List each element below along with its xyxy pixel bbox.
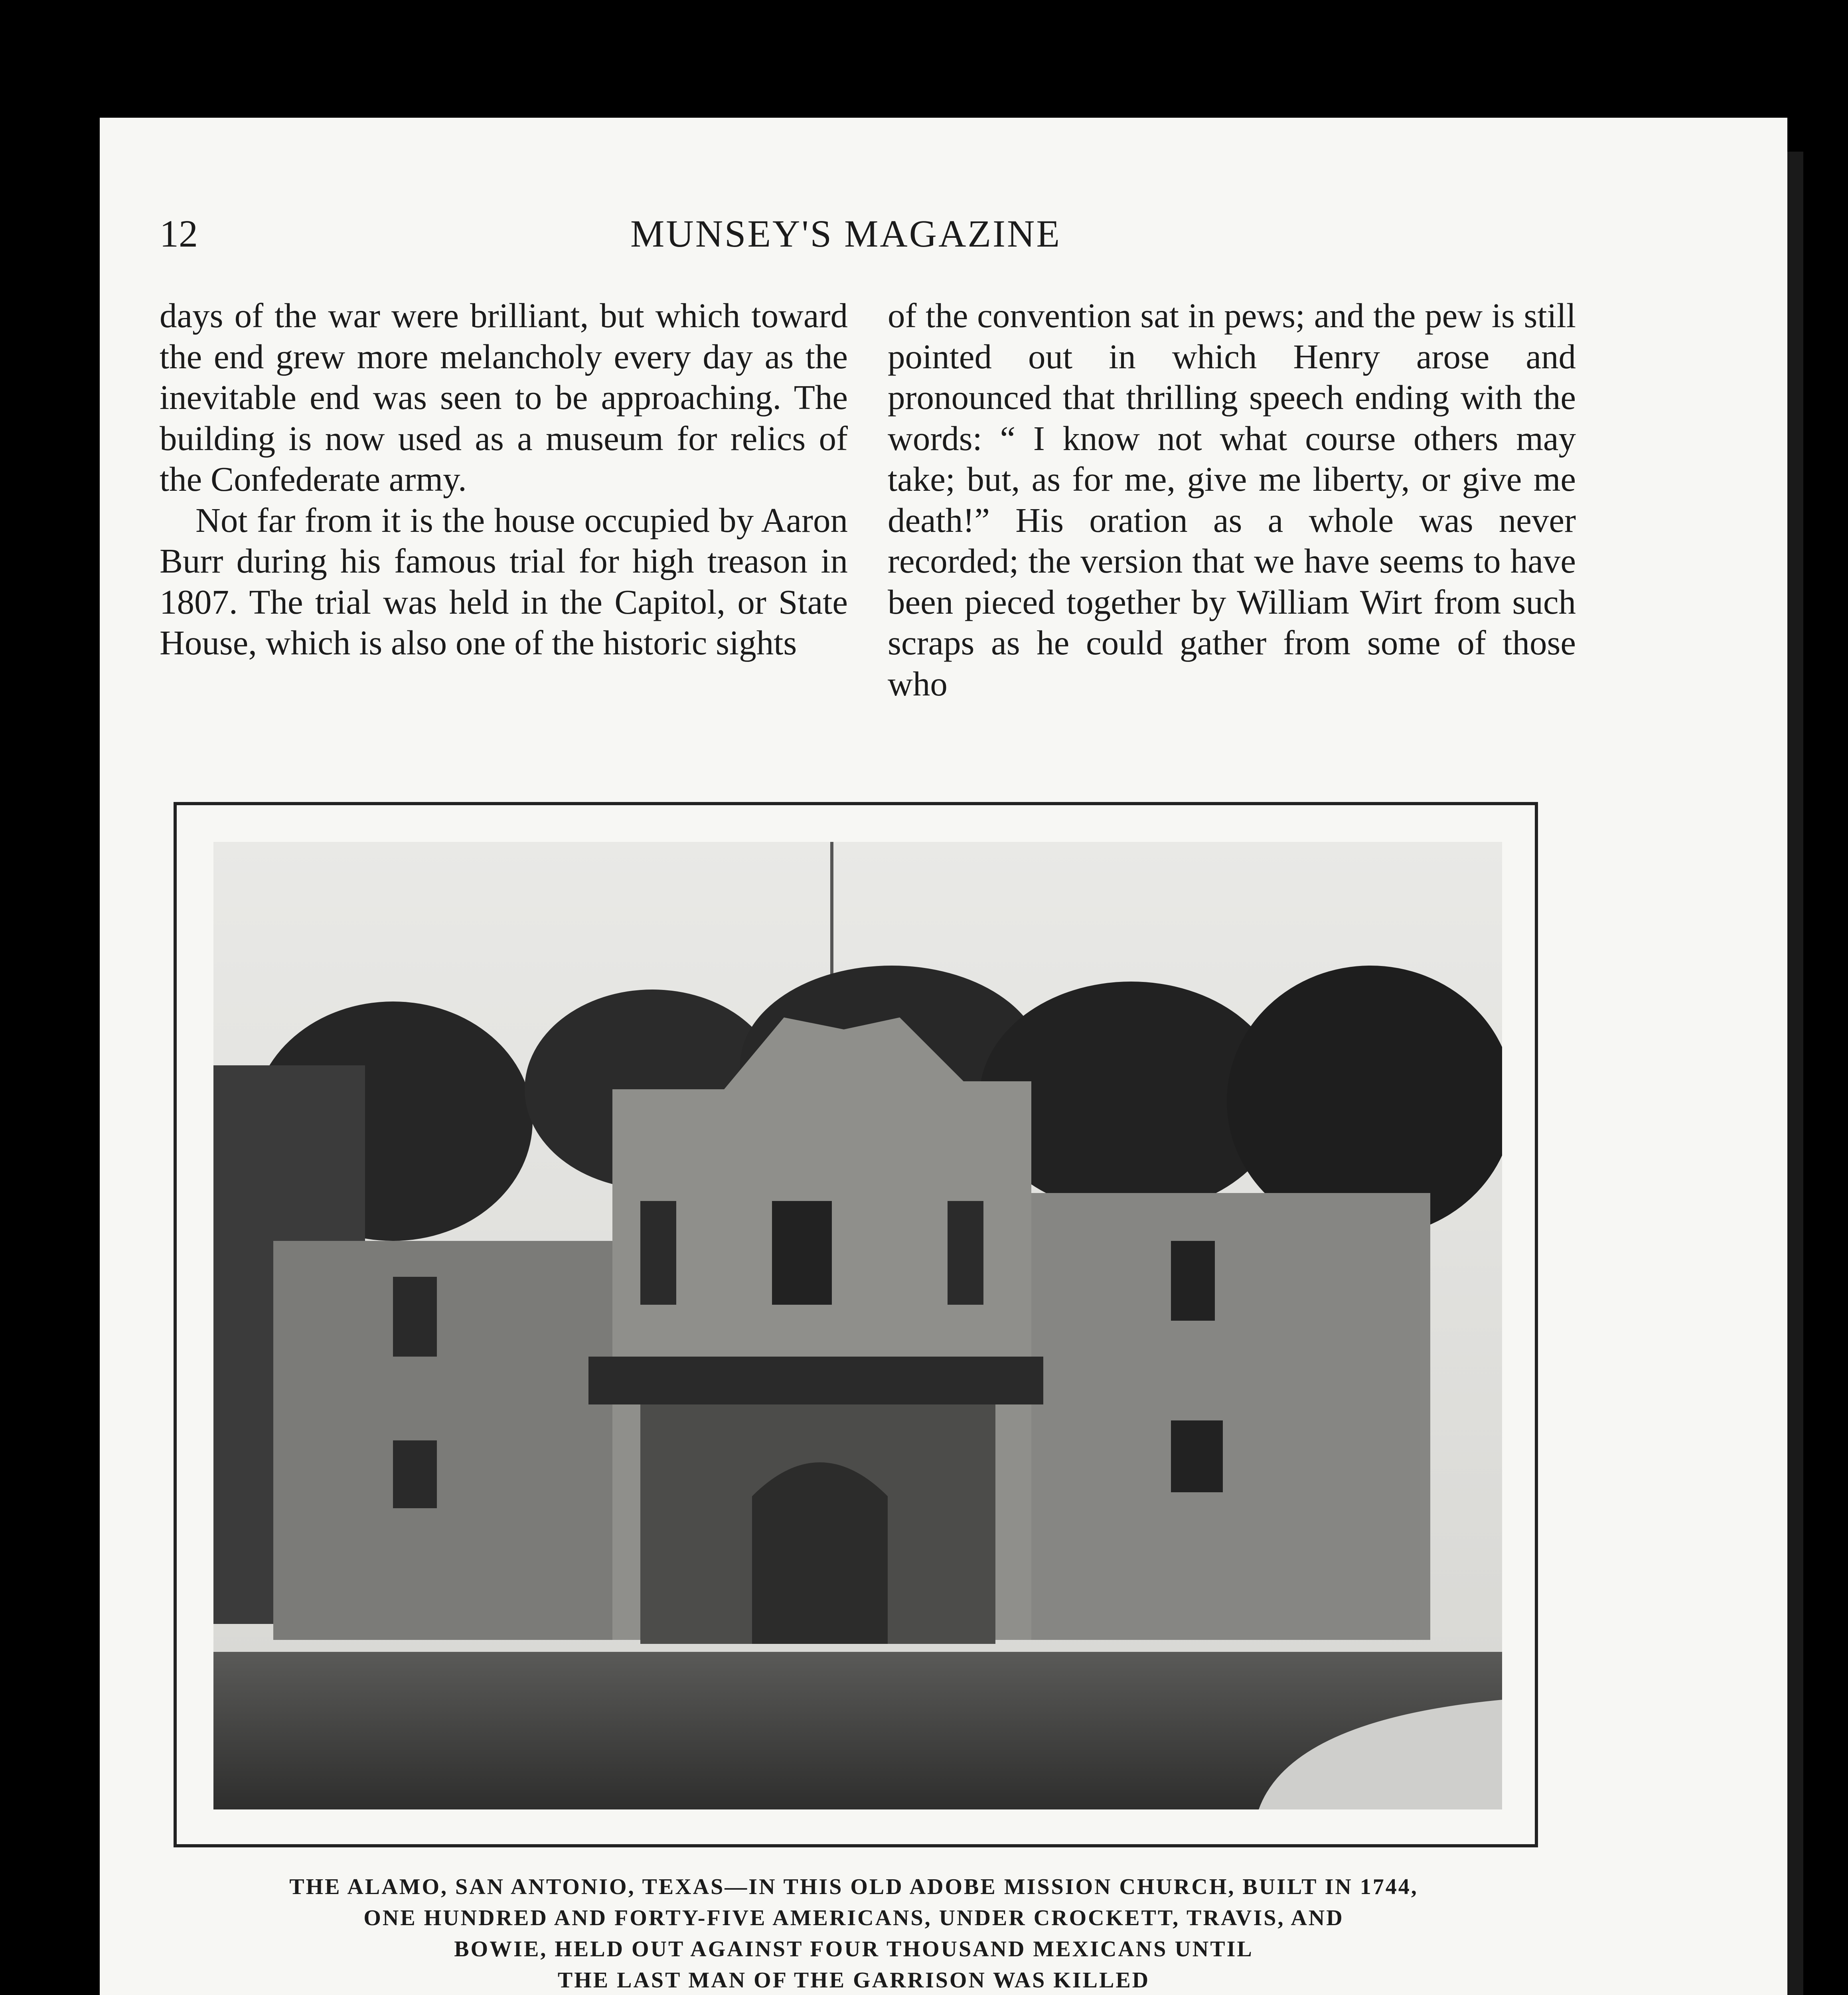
- column-top-right: [888, 295, 1576, 704]
- alamo-photograph: [213, 842, 1502, 1809]
- figure-caption: [184, 1871, 1524, 1995]
- paragraph: of the convention sat in pews; and the pew is still pointed out in which Henry arose and pronounced that thrilling speech ending with the words: “ I know not what course others may take; but, as for me, give me liberty, or give me death!” His oration as a whole was never recorded; the version that we have seems to have been pieced together by William Wirt from such scraps as he could gather from some of those who: [888, 296, 1576, 703]
- paragraph: days of the war were brilliant, but which toward the end grew more melancholy every day as the inevitable end was seen to be approaching. The building is now used as a museum for relics of the Confederate army.: [160, 296, 848, 498]
- column-top-left: [160, 295, 848, 664]
- running-title: MUNSEY'S MAGAZINE: [630, 212, 1061, 255]
- paragraph: Not far from it is the house occupied by Aaron Burr during his famous trial for high treason in 1807. The trial was held in the Capitol, or State House, which is also one of the historic sights: [160, 500, 848, 662]
- caption-line: ONE HUNDRED AND FORTY-FIVE AMERICANS, UNDER CROCKETT, TRAVIS, AND: [363, 1906, 1344, 1930]
- page-number: 12: [160, 212, 198, 255]
- caption-line: THE LAST MAN OF THE GARRISON WAS KILLED: [557, 1968, 1150, 1993]
- caption-line: BOWIE, HELD OUT AGAINST FOUR THOUSAND MEXICANS UNTIL: [454, 1937, 1254, 1961]
- caption-line: THE ALAMO, SAN ANTONIO, TEXAS—IN THIS OLD ADOBE MISSION CHURCH, BUILT IN 1744,: [289, 1875, 1418, 1899]
- binding-edge: [1787, 152, 1803, 1995]
